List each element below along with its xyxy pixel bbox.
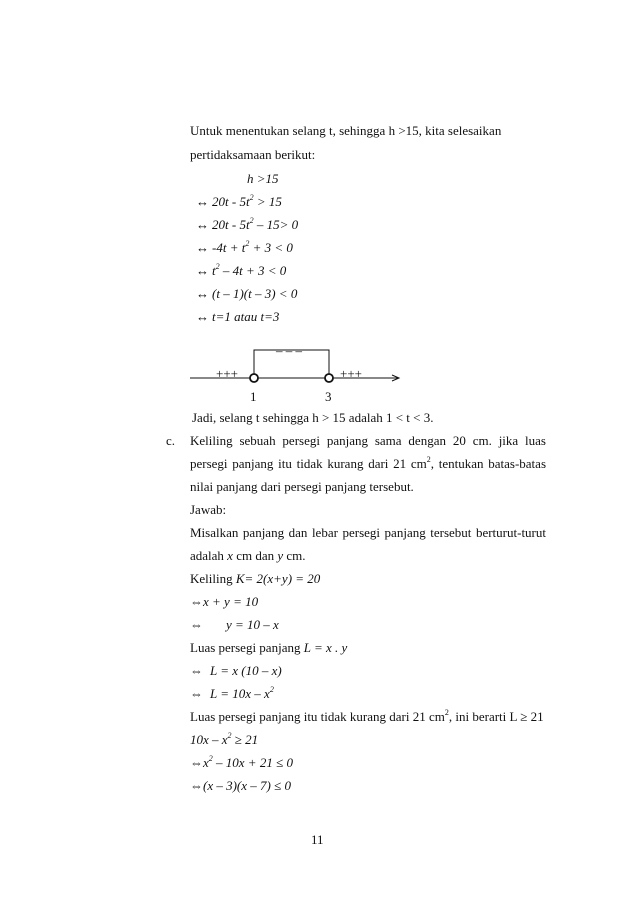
open-circle-3 [325, 374, 333, 382]
open-circle-1 [250, 374, 258, 382]
step-1: ↔ $20t - 5t^2 > 15$ [196, 192, 282, 209]
keliling-equation: Keliling K= 2(x+y) = 20 [190, 571, 321, 586]
equivalence-icon: ⇔ [190, 778, 203, 793]
step-2: ↔ $20t - 5t^2 - 15> 0$ [196, 215, 299, 232]
left-sign: +++ [216, 366, 238, 381]
step-5: ↔ (t – 1)(t – 3) < 0 [196, 286, 298, 301]
equivalence-icon: ⇔ [190, 755, 203, 770]
problem-line-1: Keliling sebuah persegi panjang sama dengan 20 cm. jika luas [190, 433, 546, 448]
area-condition: Luas persegi panjang itu tidak kurang dari 21 $cm^2$, ini berarti L ≥ 21 [190, 707, 544, 724]
inequality-2: $\Leftrightarrow x^2 - 10x + 21 \le 0$ [190, 753, 293, 770]
step-4: ↔ $t^2 - 4t + 3 < 0$ [196, 261, 287, 278]
equation-x-plus-y: ⇔x + y = 10 [190, 594, 259, 609]
right-sign: +++ [340, 366, 362, 381]
equation-l-expanded: ⇔ $L = 10x - x^2$ [190, 684, 274, 701]
jawab-label: Jawab: [190, 502, 227, 517]
solution-line-1: Misalkan panjang dan lebar persegi panjang tersebut berturut-turut [190, 525, 546, 540]
tick-label-1: 1 [250, 389, 257, 404]
equivalence-icon: ⇔ [190, 686, 203, 701]
item-marker-c: c. [166, 433, 176, 448]
conclusion: Jadi, selang t sehingga h > 15 adalah 1 < t < 3. [192, 410, 434, 425]
equation-l-x: ⇔ L = x (10 – x) [190, 663, 282, 678]
inequality-3: ⇔(x – 3)(x – 7) ≤ 0 [190, 778, 291, 793]
tick-label-3: 3 [325, 389, 332, 404]
inequality-1: $10x - x^2 \ge 21$ [190, 730, 259, 747]
step-6: ↔ t=1 atau t=3 [196, 309, 280, 324]
problem-line-3: nilai panjang dari persegi panjang tersebut. [190, 479, 414, 494]
equivalence-icon: ⇔ [190, 663, 203, 678]
solution-line-2: adalah x cm dan y cm. [190, 548, 306, 563]
middle-sign: – – – [276, 343, 302, 358]
step-h-gt-15: h >15 [247, 171, 279, 186]
luas-equation: Luas persegi panjang L = x . y [190, 640, 348, 655]
intro-line-1: Untuk menentukan selang t, sehingga h >15, kita selesaikan [190, 123, 502, 138]
page-number: 11 [311, 832, 324, 847]
equivalence-icon: ⇔ [190, 594, 203, 609]
intro-line-2: pertidaksamaan berikut: [190, 147, 316, 162]
equivalence-icon: ⇔ [190, 617, 203, 632]
problem-line-2: persegi panjang itu tidak kurang dari 21 $cm^2$, tentukan batas-batas [190, 454, 547, 471]
equation-y: ⇔ y = 10 – x [190, 617, 279, 632]
step-3: ↔ $-4t + t^2 + 3 < 0$ [196, 238, 293, 255]
